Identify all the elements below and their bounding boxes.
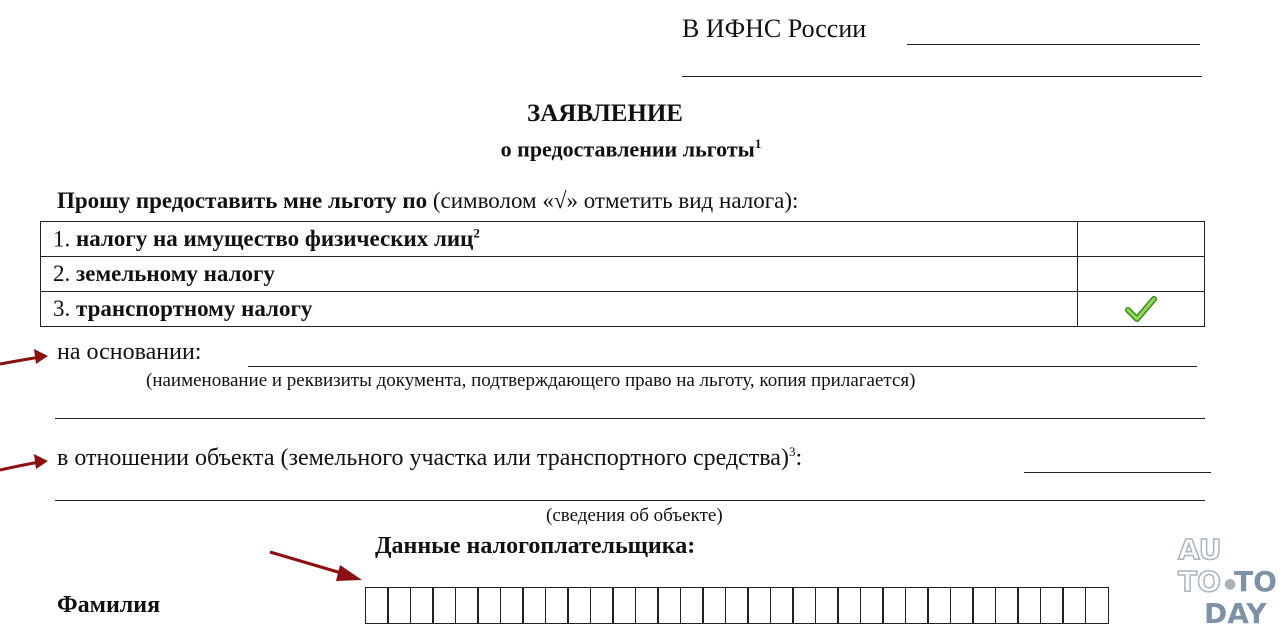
object-text: в отношении объекта (земельного участка или транспортного средства): [57, 445, 789, 471]
arrow-icon: [0, 451, 52, 475]
surname-letter-cell[interactable]: [882, 587, 906, 624]
surname-letter-cell[interactable]: [455, 587, 479, 624]
surname-letter-cell[interactable]: [1085, 587, 1109, 624]
to-line-1: [907, 44, 1200, 45]
tax-label: налогу на имущество физических лиц: [76, 226, 474, 252]
surname-letter-cell[interactable]: [365, 587, 389, 624]
tax-checkbox-land[interactable]: [1078, 257, 1205, 292]
surname-input-cells[interactable]: [366, 587, 1109, 624]
surname-letter-cell[interactable]: [702, 587, 726, 624]
surname-letter-cell[interactable]: [950, 587, 974, 624]
surname-letter-cell[interactable]: [567, 587, 591, 624]
surname-letter-cell[interactable]: [837, 587, 861, 624]
surname-letter-cell[interactable]: [680, 587, 704, 624]
surname-letter-cell[interactable]: [815, 587, 839, 624]
surname-letter-cell[interactable]: [635, 587, 659, 624]
tax-row-transport: [41, 292, 1205, 327]
request-bold-text: Прошу предоставить мне льготу по: [57, 188, 428, 213]
surname-letter-cell[interactable]: [905, 587, 929, 624]
surname-letter-cell[interactable]: [387, 587, 411, 624]
taxpayer-heading: Данные налогоплательщика:: [375, 533, 696, 559]
surname-letter-cell[interactable]: [725, 587, 749, 624]
footnote-1: 1: [754, 136, 762, 151]
tax-row-label: [41, 222, 1078, 257]
to-label: В ИФНС России: [682, 14, 867, 43]
object-caption: (сведения об объекте): [546, 505, 723, 526]
subtitle-text: о предоставлении льготы: [500, 136, 755, 162]
object-label: [57, 444, 802, 472]
surname-letter-cell[interactable]: [770, 587, 794, 624]
surname-letter-cell[interactable]: [545, 587, 569, 624]
surname-letter-cell[interactable]: [432, 587, 456, 624]
surname-letter-cell[interactable]: [1017, 587, 1041, 624]
arrow-icon: [0, 345, 52, 369]
surname-letter-cell[interactable]: [747, 587, 771, 624]
document-title: ЗАЯВЛЕНИЕ: [527, 100, 683, 127]
basis-line: [248, 366, 1197, 367]
watermark-day: DAY: [1204, 597, 1267, 630]
tax-num: 1.: [53, 226, 71, 252]
surname-letter-cell[interactable]: [1040, 587, 1064, 624]
watermark-dot: ●: [1224, 576, 1237, 592]
arrow-icon: [268, 548, 364, 584]
surname-letter-cell[interactable]: [657, 587, 681, 624]
watermark-to-1: TO: [1178, 565, 1221, 598]
tax-checkbox-property[interactable]: [1078, 222, 1205, 257]
surname-letter-cell[interactable]: [590, 587, 614, 624]
footnote-2: 2: [473, 225, 480, 241]
to-line-2: [682, 76, 1202, 77]
object-colon: :: [795, 445, 803, 471]
tax-num: 3.: [53, 296, 71, 321]
watermark-to-2: TO: [1234, 565, 1277, 598]
document-subtitle: [0, 136, 1262, 162]
tax-row-label: [41, 257, 1078, 292]
object-line-2: [55, 500, 1205, 501]
surname-letter-cell[interactable]: [860, 587, 884, 624]
tax-row-label: [41, 292, 1078, 327]
surname-letter-cell[interactable]: [410, 587, 434, 624]
surname-letter-cell[interactable]: [612, 587, 636, 624]
checkmark-icon: [1125, 295, 1157, 323]
surname-letter-cell[interactable]: [995, 587, 1019, 624]
tax-row-land: [41, 257, 1205, 292]
tax-label: земельному налогу: [76, 261, 275, 286]
surname-letter-cell[interactable]: [477, 587, 501, 624]
tax-label: транспортному налогу: [76, 296, 313, 321]
surname-letter-cell[interactable]: [972, 587, 996, 624]
autoday-watermark-logo: [1176, 533, 1280, 636]
footnote-3: 3: [788, 444, 796, 459]
tax-row-property: [41, 222, 1205, 257]
surname-label: Фамилия: [57, 592, 161, 618]
request-instruction: (символом «√» отметить вид налога):: [427, 188, 799, 213]
tax-num: 2.: [53, 261, 71, 286]
object-line: [1024, 472, 1211, 473]
surname-letter-cell[interactable]: [927, 587, 951, 624]
surname-letter-cell[interactable]: [1062, 587, 1086, 624]
request-line: [57, 188, 798, 214]
basis-caption: (наименование и реквизиты документа, подтверждающего право на льготу, копия прилагается): [146, 370, 916, 391]
basis-line-2: [55, 418, 1205, 419]
surname-letter-cell[interactable]: [792, 587, 816, 624]
basis-label: на основании:: [57, 339, 202, 365]
tax-type-table: [40, 221, 1205, 327]
watermark-au: AU: [1178, 533, 1222, 566]
tax-checkbox-transport[interactable]: [1078, 292, 1205, 327]
surname-letter-cell[interactable]: [522, 587, 546, 624]
surname-letter-cell[interactable]: [500, 587, 524, 624]
